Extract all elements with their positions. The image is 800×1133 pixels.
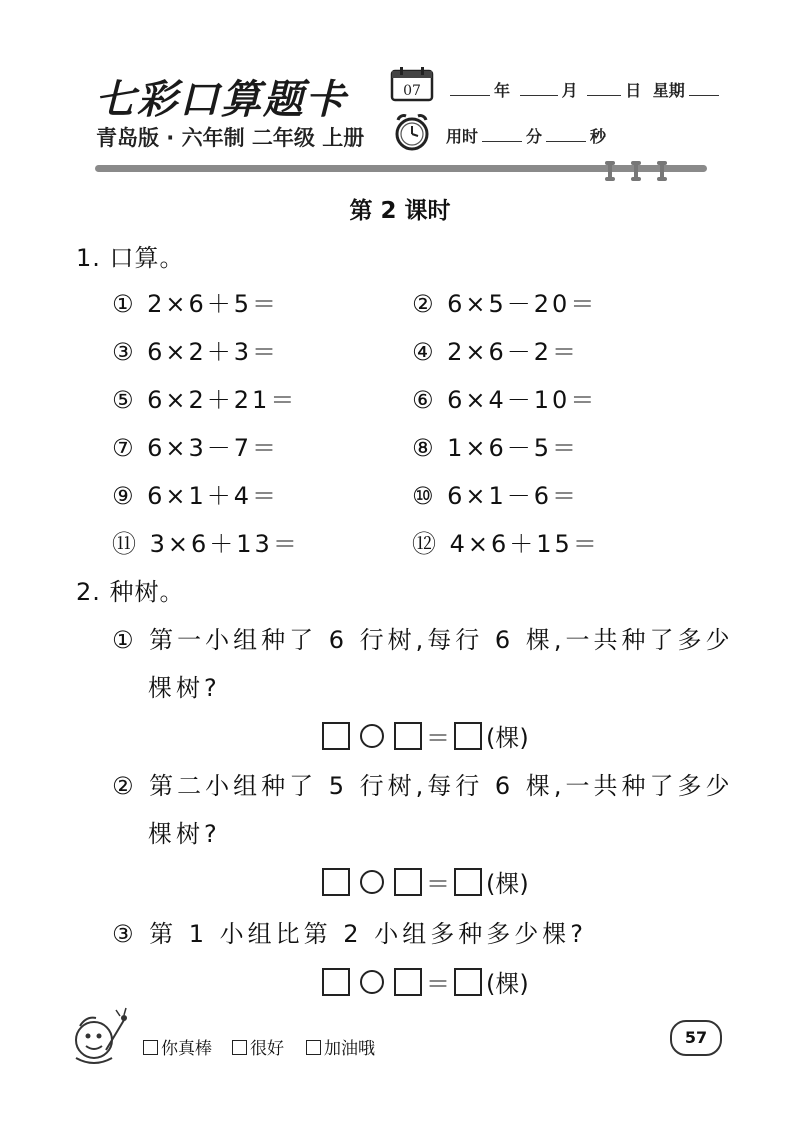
calendar-day: 07 bbox=[403, 83, 421, 99]
answer-formula-3 bbox=[318, 964, 529, 999]
answer-box[interactable] bbox=[454, 868, 482, 896]
date-line bbox=[446, 78, 723, 101]
rating-option-2[interactable] bbox=[232, 1034, 284, 1059]
time-used-label: 用时 bbox=[446, 127, 479, 146]
binder-pin-icon bbox=[608, 161, 612, 181]
weekday-label: 星期 bbox=[652, 81, 685, 100]
problem-2-text: ② 第二小组种了 5 行树,每行 6 棵,一共种了多少 bbox=[112, 772, 734, 800]
answer-box[interactable] bbox=[394, 722, 422, 750]
year-label: 年 bbox=[494, 81, 511, 100]
problem-1-text: ① 第一小组种了 6 行树,每行 6 棵,一共种了多少 bbox=[112, 626, 734, 654]
question-2-title: 2. 种树。 bbox=[76, 578, 185, 606]
problem-1-text-cont: 棵树? bbox=[148, 674, 221, 702]
brand-title: 七彩口算题卡 bbox=[95, 77, 347, 123]
calc-item-6: ⑥ 6×4－10＝ bbox=[412, 386, 598, 414]
question-1-title: 1. 口算。 bbox=[76, 244, 185, 272]
edition-label: 青岛版 · 六年制 二年级 上册 bbox=[96, 126, 365, 150]
calc-item-10: ⑩ 6×1－6＝ bbox=[412, 482, 580, 510]
checkbox-icon[interactable] bbox=[232, 1040, 247, 1055]
lesson-title: 第 2 课时 bbox=[349, 198, 451, 224]
equals-sign: ＝ bbox=[426, 870, 450, 898]
time-line bbox=[446, 124, 606, 147]
answer-formula-1 bbox=[318, 718, 529, 753]
checkbox-icon[interactable] bbox=[143, 1040, 158, 1055]
binder-pin-icon bbox=[660, 161, 664, 181]
calc-item-4: ④ 2×6－2＝ bbox=[412, 338, 580, 366]
calc-item-8: ⑧ 1×6－5＝ bbox=[412, 434, 580, 462]
calc-item-1: ① 2×6＋5＝ bbox=[112, 290, 280, 318]
answer-box[interactable] bbox=[322, 722, 350, 750]
day-label: 日 bbox=[625, 81, 642, 100]
answer-formula-2 bbox=[318, 864, 529, 899]
rating-option-1[interactable] bbox=[143, 1034, 212, 1059]
binder-pin-icon bbox=[634, 161, 638, 181]
calc-item-11: ⑪ 3×6＋13＝ bbox=[112, 530, 300, 558]
answer-box[interactable] bbox=[454, 968, 482, 996]
unit-label: (棵) bbox=[486, 970, 529, 998]
calc-item-5: ⑤ 6×2＋21＝ bbox=[112, 386, 298, 414]
unit-label: (棵) bbox=[486, 724, 529, 752]
minute-label: 分 bbox=[526, 127, 543, 146]
calc-item-9: ⑨ 6×1＋4＝ bbox=[112, 482, 280, 510]
calc-item-7: ⑦ 6×3－7＝ bbox=[112, 434, 280, 462]
answer-box[interactable] bbox=[322, 868, 350, 896]
calc-item-12: ⑫ 4×6＋15＝ bbox=[412, 530, 600, 558]
month-label: 月 bbox=[561, 81, 578, 100]
problem-2-text-cont: 棵树? bbox=[148, 820, 221, 848]
rating-label: 你真棒 bbox=[161, 1039, 212, 1059]
header-divider bbox=[95, 165, 707, 172]
checkbox-icon[interactable] bbox=[306, 1040, 321, 1055]
operator-circle[interactable] bbox=[360, 724, 384, 748]
rating-label: 很好 bbox=[250, 1039, 284, 1059]
answer-box[interactable] bbox=[394, 868, 422, 896]
equals-sign: ＝ bbox=[426, 724, 450, 752]
operator-circle[interactable] bbox=[360, 870, 384, 894]
operator-circle[interactable] bbox=[360, 970, 384, 994]
calc-item-3: ③ 6×2＋3＝ bbox=[112, 338, 280, 366]
unit-label: (棵) bbox=[486, 870, 529, 898]
rating-label: 加油哦 bbox=[324, 1039, 375, 1059]
mascot-icon bbox=[66, 1006, 132, 1068]
calendar-icon bbox=[390, 66, 434, 102]
second-label: 秒 bbox=[590, 127, 607, 146]
page-number: 57 bbox=[670, 1020, 722, 1056]
alarm-clock-icon bbox=[392, 112, 432, 152]
equals-sign: ＝ bbox=[426, 970, 450, 998]
answer-box[interactable] bbox=[322, 968, 350, 996]
rating-option-3[interactable] bbox=[306, 1034, 375, 1059]
answer-box[interactable] bbox=[394, 968, 422, 996]
problem-3-text: ③ 第 1 小组比第 2 小组多种多少棵? bbox=[112, 920, 587, 948]
answer-box[interactable] bbox=[454, 722, 482, 750]
calc-item-2: ② 6×5－20＝ bbox=[412, 290, 598, 318]
